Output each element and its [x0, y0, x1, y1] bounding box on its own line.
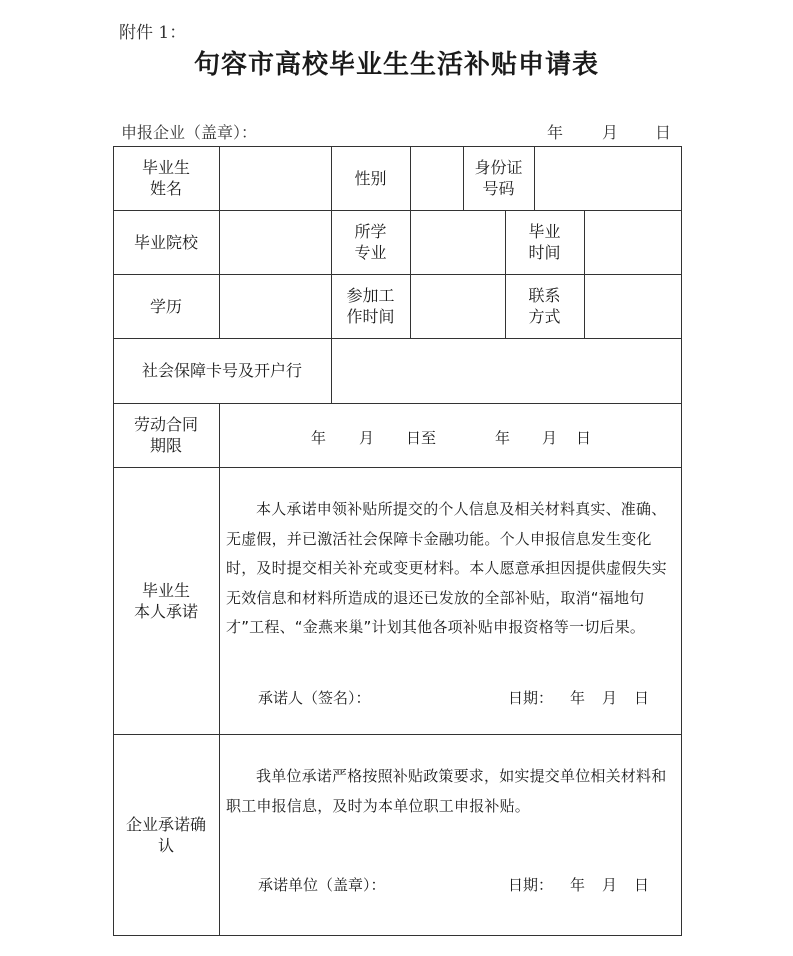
company-seal-field[interactable]	[395, 869, 495, 897]
graduation-time-label	[505, 210, 584, 274]
company-confirmation-text: 我单位承诺严格按照补贴政策要求，如实提交单位相关材料和职工申报信息，及时为本单位职工申报补贴。	[226, 767, 667, 815]
label-line: 期限	[149, 436, 182, 455]
id-number-label	[463, 146, 534, 210]
company-date-label: 日期：	[508, 876, 554, 894]
header-date-year: 年	[547, 123, 564, 142]
label-line: 企业承诺确	[125, 814, 206, 834]
label-line: 毕业生	[141, 158, 190, 177]
work-start-time-label	[331, 274, 410, 338]
pledge-signer-label: 承诺人（签名）：	[258, 689, 371, 707]
label-line: 联系	[528, 286, 561, 305]
label-line: 专业	[354, 243, 387, 262]
graduation-time-field[interactable]	[585, 211, 681, 274]
applicant-company-label: 申报企业（盖章）：	[121, 123, 258, 142]
label-line: 号码	[482, 179, 515, 198]
gender-label: 性别	[354, 168, 387, 188]
label-line: 参加工	[346, 286, 395, 305]
education-field[interactable]	[220, 275, 331, 338]
label-line: 本人承诺	[133, 601, 198, 621]
company-date-day: 日	[634, 876, 650, 894]
pledge-date-day: 日	[634, 689, 650, 707]
graduate-name-field[interactable]	[220, 147, 331, 210]
table-rule	[219, 403, 220, 936]
label-line: 姓名	[149, 179, 182, 198]
contract-end-month: 月	[542, 429, 558, 447]
contract-start-year: 年	[311, 429, 327, 447]
pledge-date-month: 月	[602, 689, 618, 707]
label-line: 认	[157, 835, 174, 855]
label-line: 所学	[354, 222, 387, 241]
major-label	[331, 210, 410, 274]
label-line: 毕业	[528, 222, 561, 241]
contact-field[interactable]	[585, 275, 681, 338]
label-line: 方式	[528, 307, 561, 326]
table-border-bottom	[113, 935, 682, 936]
contract-start-month: 月	[359, 429, 375, 447]
label-line: 身份证	[474, 158, 523, 177]
header-date-month: 月	[602, 123, 619, 142]
company-confirmation-label	[113, 734, 219, 935]
label-line: 时间	[528, 243, 561, 262]
contract-period-label	[113, 403, 219, 467]
major-field[interactable]	[411, 211, 505, 274]
header-date-day: 日	[655, 123, 672, 142]
social-security-card-field[interactable]	[332, 339, 681, 403]
graduate-pledge-label	[113, 467, 219, 734]
gender-field[interactable]	[411, 147, 463, 210]
id-number-field[interactable]	[535, 147, 681, 210]
page-title: 句容市高校毕业生生活补贴申请表	[193, 50, 599, 80]
company-date-month: 月	[602, 876, 618, 894]
attachment-number: 附件 1：	[119, 23, 187, 43]
label-line: 毕业生	[141, 580, 190, 600]
pledge-signature-field[interactable]	[380, 682, 500, 710]
contract-end-day: 日	[576, 429, 592, 447]
company-date-year: 年	[570, 876, 586, 894]
work-start-time-field[interactable]	[411, 275, 505, 338]
pledge-date-label: 日期：	[508, 689, 554, 707]
label-line: 劳动合同	[133, 415, 198, 434]
graduate-pledge-text: 本人承诺申领补贴所提交的个人信息及相关材料真实、准确、无虚假，并已激活社会保障卡金融功能。个人申报信息发生变化时，及时提交相关补充或变更材料。本人愿意承担因提供虚假失实无效信息和材料所造成的退还已发放的全部补贴，取消“福地句才”工程、“金燕来巢”计划其他各项补贴申报资格等一切后果。	[226, 500, 667, 636]
graduate-name-label	[113, 146, 219, 210]
contract-start-day: 日至	[406, 429, 437, 447]
company-signer-label: 承诺单位（盖章）：	[258, 876, 386, 894]
school-label: 毕业院校	[133, 232, 198, 252]
contract-period-field[interactable]	[220, 404, 681, 467]
school-field[interactable]	[220, 211, 331, 274]
education-label: 学历	[149, 296, 182, 316]
contract-end-year: 年	[495, 429, 511, 447]
contact-label	[505, 274, 584, 338]
table-border-right	[681, 146, 682, 936]
social-security-card-label: 社会保障卡号及开户行	[141, 361, 302, 380]
label-line: 作时间	[346, 307, 395, 326]
pledge-date-year: 年	[570, 689, 586, 707]
